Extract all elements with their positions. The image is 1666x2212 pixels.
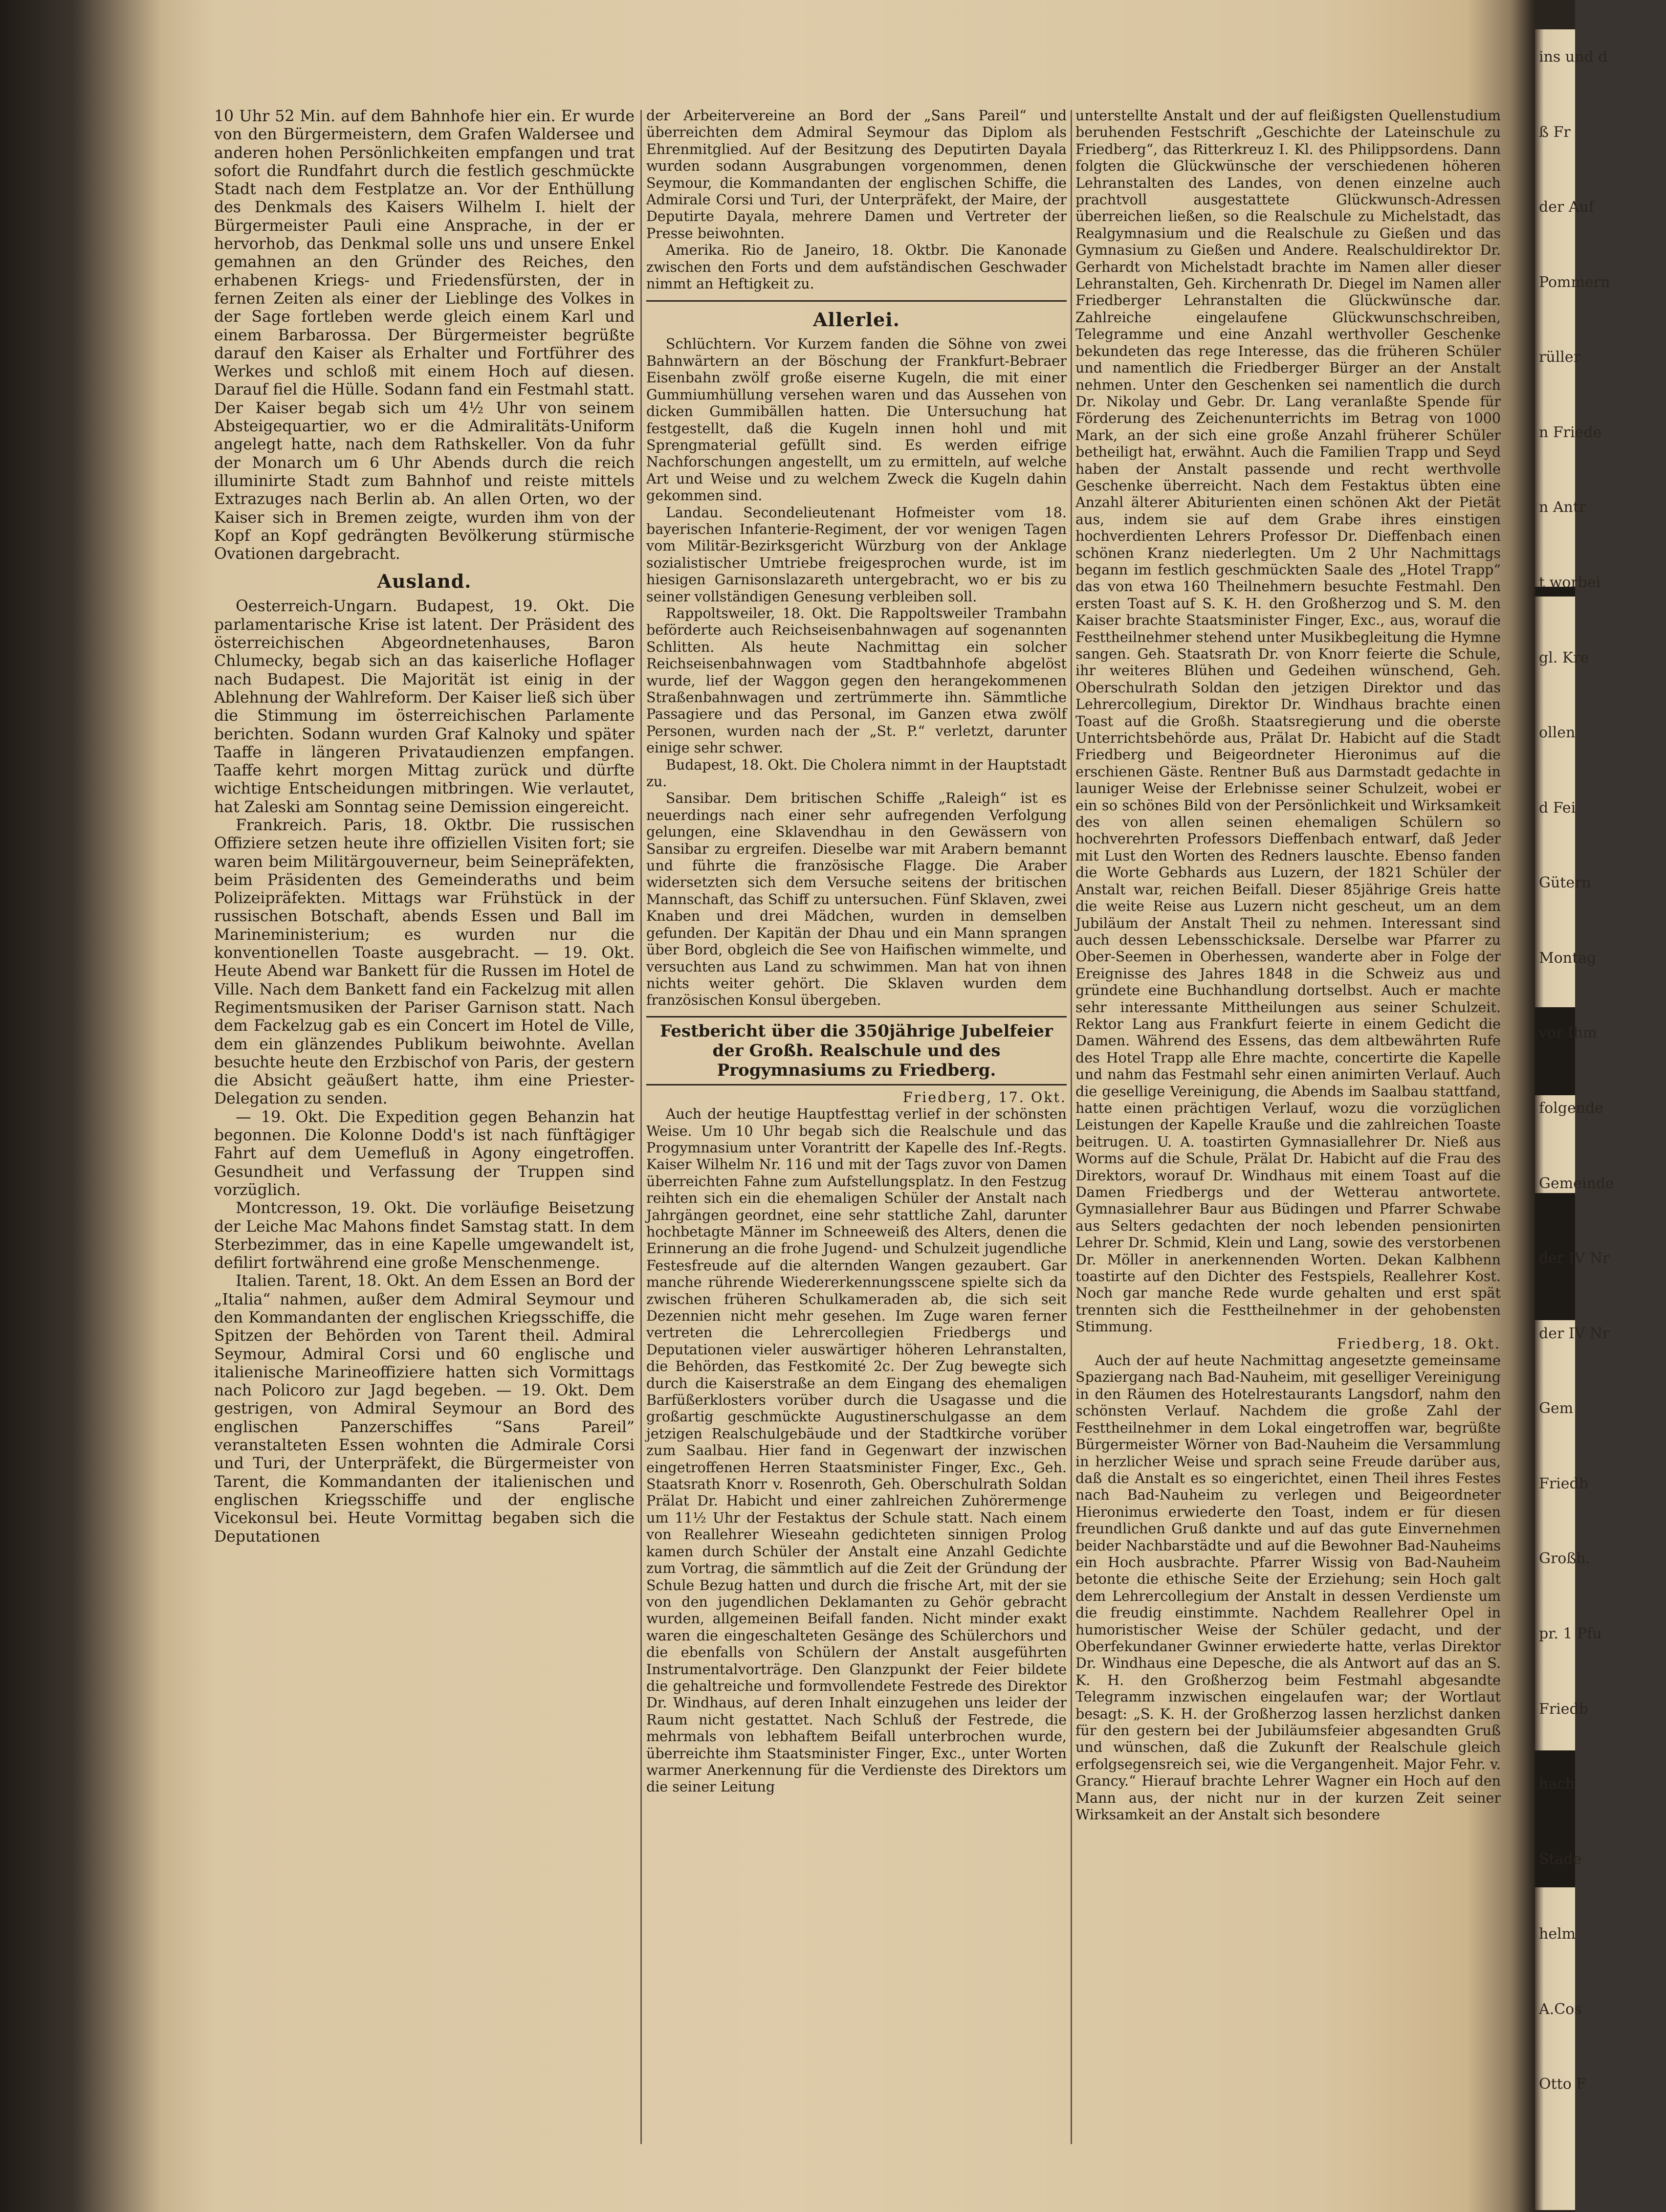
column-2 [646,108,1067,2171]
adjacent-page-fragment: Friedb [1539,1700,1588,1718]
article-schluechtern: Schlüchtern. Vor Kurzem fanden die Söhne von zwei Bahnwärtern an der Böschung der Frankfurt-Bebraer Eisenbahn zwölf große eiserne Kugeln, die mit einer Gummiumhüllung versehen waren und das Aussehen von dicken Gummibällen hatten. Die Untersuchung hat festgestellt, daß die Kugeln innen hohl und mit Sprengmaterial gefüllt sind. Es werden eifrige Nachforschungen angestellt, um zu ermitteln, auf welche Art und Weise und zu welchem Zweck die Kugeln dahin gekommen sind. [646,336,1067,504]
adjacent-page-fragment: Gütern [1539,874,1591,892]
adjacent-page-fragment: folgende [1539,1100,1603,1117]
column-1 [214,108,635,2171]
column-rule [640,110,642,2144]
adjacent-page-fragment: t worbei [1539,574,1601,591]
adjacent-page-fragment: ins und d [1539,48,1608,66]
section-heading-ausland: Ausland. [377,570,472,593]
adjacent-page-fragment: pr. 1 Pfu [1539,1625,1602,1642]
adjacent-page-fragment: der IV Nr [1539,1325,1610,1342]
adjacent-page-fragment: A.Cos [1539,2000,1582,2018]
article-landau: Landau. Secondelieutenant Hofmeister vom 18. bayerischen Infanterie-Regiment, der vor wenigen Tagen vom Militär-Bezirksgericht Würzburg von der Anklage sozialistischer Umtriebe freigesprochen wurde, ist im hiesigen Garnisonslazareth untergebracht, wo er bis zu seiner vollständigen Genesung verbleiben soll. [646,504,1067,605]
adjacent-page-edge [1535,29,1614,2210]
dateline: Friedberg, 17. Okt. [902,1089,1067,1106]
adjacent-page-fragment: hach [1539,1775,1575,1793]
article-frankreich: Frankreich. Paris, 18. Oktbr. Die russischen Offiziere setzen heute ihre offiziellen Visiten fort; sie waren beim Militärgouverneur, beim Seinepräfekten, beim Präsidenten des Gemeinderaths und beim Polizeipräfekten. Mittags war Frühstück in der russischen Botschaft, abends Essen und Ball im Marineministerium; es wurden nur die konventionellen Toaste ausgebracht. — 19. Okt. Heute Abend war Bankett für die Russen im Hotel de Ville. Nach dem Bankett fand ein Fackelzug mit allen Regimentsmusiken der Pariser Garnison statt. Nach dem Fackelzug gab es ein Concert im Hotel de Ville, dem ein glänzendes Publikum beiwohnte. Avellan besuchte heute den Erzbischof von Paris, der gestern die Absicht geäußert hatte, ihm eine Priester-Delegation zu senden. [214,816,635,1108]
section-heading-allerlei: Allerlei. [813,309,900,331]
section-rule [646,300,1067,302]
festbericht-heading: Festbericht über die 350jährige Jubelfeier der Großh. Realschule und des Progymnasiums zu Friedberg. [646,1016,1067,1085]
article-festbericht-cont: unterstellte Anstalt und der auf fleißigsten Quellenstudium beruhenden Festschrift „Geschichte der Lateinschule zu Friedberg“, das Ritterkreuz I. Kl. des Philippsordens. Dann folgten die Glückwünsche der verschiedenen höheren Lehranstalten des Landes, von denen einzelne auch prachtvoll ausgestattete Glückwunsch-Adressen überreichen ließen, so die Realschule zu Michelstadt, das Realgymnasium und die Realschule zu Gießen und das Gymnasium zu Gießen und Andere. Realschuldirektor Dr. Gerhardt von Michelstadt brachte im Namen aller dieser Lehranstalten, Geh. Kirchenrath Dr. Diegel im Namen aller Friedberger Lehranstalten die Glückwünsche dar. Zahlreiche eingelaufene Glückwunschschreiben, Telegramme und eine Anzahl werthvoller Geschenke bekundeten das rege Interesse, das die früheren Schüler und namentlich die Friedberger Bürger an der Anstalt nehmen. Unter den Geschenken sei namentlich die durch Dr. Nikolay und Gebr. Dr. Lang veranlaßte Spende für Förderung des Zeichenunterrichts im Betrag von 1000 Mark, an der sich eine große Anzahl früherer Schüler betheiligt hat, erwähnt. Auch die Familien Trapp und Seyd haben der Anstalt passende und recht werthvolle Geschenke überreicht. Nach dem Festaktus übten eine Anzahl älterer Abiturienten einen schönen Akt der Pietät aus, indem sie auf dem Grabe ihres einstigen hochverdienten Lehrers Professor Dr. Dieffenbach einen schönen Kranz niederlegten. Um 2 Uhr Nachmittags begann im festlich geschmückten Saale des „Hotel Trapp“ das von etwa 160 Theilnehmern besuchte Festmahl. Den ersten Toast auf S. K. H. den Großherzog und S. M. den Kaiser brachte Staatsminister Finger, Exc., aus, worauf die Festtheilnehmer stehend unter Musikbegleitung die Hymne sangen. Geh. Staatsrath Dr. von Knorr feierte die Schule, ihr weiteres Blühen und Gedeihen wünschend, Geh. Oberschulrath Soldan den jetzigen Direktor und das Lehrercollegium, Direktor Dr. Windhaus brachte einen Toast auf die Großh. Staatsregierung und die oberste Unterrichtsbehörde aus, Prälat Dr. Habicht auf die Stadt Friedberg und Beigeordneter Hieronimus auf die erschienen Gäste. Rentner Buß aus Darmstadt gedachte in launiger Weise der Erlebnisse seiner Schulzeit, wobei er ein so schönes Bild von der Persönlichkeit und Wirksamkeit des von allen seinen ehemaligen Schülern so hochverehrten Professors Dieffenbach entwarf, daß Jeder mit Lust den Worten des Redners lauschte. Ebenso fanden die Worte Gebhards aus Luzern, der 1821 Schüler der Anstalt war, reichen Beifall. Dieser 85jährige Greis hatte die weite Reise aus Luzern nicht gescheut, um an dem Jubiläum der Anstalt Theil zu nehmen. Interessant sind auch dessen Lebensschicksale. Derselbe war Pfarrer zu Ober-Seemen in Oberhessen, wanderte aber in Folge der Ereignisse des Jahres 1848 in die Schweiz aus und gründete eine Buchhandlung dortselbst. Auch er machte sehr interessante Mittheilungen aus seiner Schulzeit. Rektor Lang aus Frankfurt feierte in einem Gedicht die Damen. Während des Essens, das dem altbewährten Rufe des Hotel Trapp alle Ehre machte, concertirte die Kapelle und nahm das Festmahl sehr einen animirten Verlauf. Auch die gesellige Vereinigung, die Abends im Saalbau stattfand, hatte einen prächtigen Verlauf, wozu die vorzüglichen Leistungen der Kapelle Krauße und die zahlreichen Toaste beitrugen. U. A. toastirten Gymnasiallehrer Dr. Nieß aus Worms auf die Schule, Prälat Dr. Habicht auf die Frau des Direktors, worauf Dr. Windhaus mit einem Toast auf die Damen Friedbergs und der Wetterau antwortete. Gymnasiallehrer Baur aus Büdingen und Pfarrer Schwabe aus Selters gedachten der noch lebenden pensionirten Lehrer Dr. Schmid, Klein und Lang, sowie des verstorbenen Dr. Möller in anerkennenden Worten. Dekan Kalbhenn toastirte auf den Dichter des Festspiels, Reallehrer Kost. Noch gar manche Rede wurde gehalten und erst spät trennten sich die Festtheilnehmer in der gehobensten Stimmung. [1075,108,1501,1335]
article-bremen-end: 10 Uhr 52 Min. auf dem Bahnhofe hier ein. Er wurde von den Bürgermeistern, dem Grafen Waldersee und anderen hohen Persönlichkeiten empfangen und trat sofort die Rundfahrt durch die festlich geschmückte Stadt nach dem Festplatze an. Vor der Enthüllung des Denkmals des Kaisers Wilhelm I. hielt der Bürgermeister Pauli eine Ansprache, in der er hervorhob, das Denkmal solle uns und unsere Enkel gemahnen an den Gründer des Reiches, den erhabenen Kriegs- und Friedensfürsten, der in fernen Zeiten als einer der Lieblinge des Volkes in der Sage fortleben werde gleich einem Karl und einem Barbarossa. Der Bürgermeister begrüßte darauf den Kaiser als Erhalter und Fortführer des Werkes und schloß mit einem Hoch auf diesen. Darauf fiel die Hülle. Sodann fand ein Festmahl statt. Der Kaiser begab sich um 4½ Uhr von seinem Absteigequartier, wo er die Admiralitäts-Uniform angelegt hatte, nach dem Rathskeller. Von da fuhr der Monarch um 6 Uhr Abends durch die reich illuminirte Stadt zum Bahnhof und reiste mittels Extrazuges nach Berlin ab. An allen Orten, wo der Kaiser sich in Bremen zeigte, wurden ihm von der Kopf an Kopf gedrängten Bevölkerung stürmische Ovationen dargebracht. [214,108,635,563]
article-rappoltsweiler: Rappoltsweiler, 18. Okt. Die Rappoltsweiler Trambahn beförderte auch Reichseisenbahnwagen auf sogenannten Schlitten. Als heute Nachmittag ein solcher Reichseisenbahnwagen vom Stadtbahnhofe abgelöst wurde, lief der Waggon gegen den herangekommenen Straßenbahnwagen und zertrümmerte ihn. Sämmtliche Passagiere und das Personal, im Ganzen etwa zwölf Personen, wurden nach der „St. P.“ verletzt, darunter einige sehr schwer. [646,605,1067,756]
adjacent-page-fragment: n Friede [1539,423,1602,441]
adjacent-page-fragment: vor Ihm [1539,1024,1597,1042]
article-festbericht-day2: Auch der auf heute Nachmittag angesetzte gemeinsame Spaziergang nach Bad-Nauheim, mit geselliger Vereinigung in den Räumen des Hotelrestaurants Langsdorf, nahm den schönsten Verlauf. Nachdem die große Zahl der Festtheilnehmer in dem Lokal eingetroffen war, begrüßte Bürgermeister Wörner von Bad-Nauheim die Versammlung in herzlicher Weise und sprach seine Freude darüber aus, daß die Anstalt es so eingerichtet, einen Theil ihres Festes nach Bad-Nauheim zu verlegen und Beigeordneter Hieronimus erwiederte den Toast, indem er für diesen freundlichen Gruß dankte und auf das gute Einvernehmen beider Nachbarstädte und auf die Bewohner Bad-Nauheims ein Hoch ausbrachte. Pfarrer Wissig von Bad-Nauheim betonte die ethische Seite der Erziehung; sein Hoch galt dem Lehrercollegium der Anstalt in dessen Verdienste um die freudig einstimmte. Nachdem Reallehrer Opel in humoristischer Weise der Schüler gedacht, und der Oberfekundaner Gwinner erwiederte hatte, verlas Direktor Dr. Windhaus eine Depesche, die als Antwort auf das an S. K. H. den Großherzog beim Festmahl abgesandte Telegramm inzwischen eingelaufen war; der Wortlaut besagt: „S. K. H. der Großherzog lassen herzlichst danken für den gestern bei der Jubiläumsfeier abgesandten Gruß und wünschen, daß die Zukunft der Realschule gleich erfolgsegensreich sei, wie die Vergangenheit. Major Fehr. v. Grancy.“ Hierauf brachte Lehrer Wagner ein Hoch auf den Mann aus, der nicht nur in der kurzen Zeit seiner Wirksamkeit an der Anstalt sich besondere [1075,1352,1501,1823]
adjacent-page-fragment: gl. Kre [1539,649,1589,666]
adjacent-page-fragment: ollen [1539,724,1576,742]
article-sansibar: Sansibar. Dem britischen Schiffe „Raleigh“ ist es neuerdings nach einer sehr aufregenden Verfolgung gelungen, eine Sklavendhau in den Gewässern von Sansibar zu ergreifen. Dieselbe war mit Arabern bemannt und führte die französische Flagge. Die Araber widersetzten sich dem Versuche seitens der britischen Mannschaft, das Schiff zu untersuchen. Fünf Sklaven, zwei Knaben und drei Mädchen, wurden in demselben gefunden. Der Kapitän der Dhau und ein Mann sprangen über Bord, obgleich die See von Haifischen wimmelte, und versuchten aus Land zu schwimmen. Man hat von ihnen nichts weiter gehört. Die Sklaven wurden dem französischen Konsul übergeben. [646,790,1067,1009]
adjacent-page-fragment: d Fei [1539,799,1576,817]
article-amerika: Amerika. Rio de Janeiro, 18. Oktbr. Die Kanonade zwischen den Forts und dem aufständischen Geschwader nimmt an Heftigkeit zu. [646,242,1067,292]
article-budapest: Budapest, 18. Okt. Die Cholera nimmt in der Hauptstadt zu. [646,756,1067,790]
dateline: Friedberg, 18. Okt. [1337,1335,1501,1352]
adjacent-page-fragment: helm [1539,1925,1576,1943]
adjacent-page-fragment: Otto F [1539,2076,1587,2093]
adjacent-page-fragment: Montag [1539,949,1597,967]
adjacent-page-fragment: der Auf [1539,199,1594,216]
adjacent-page-fragment: ß Fr [1539,123,1571,141]
adjacent-page-fragment: Gemeinde [1539,1174,1614,1192]
article-montcresson: Montcresson, 19. Okt. Die vorläufige Beisetzung der Leiche Mac Mahons findet Samstag statt. In dem Sterbezimmer, das in eine Kapelle umgewandelt ist, defilirt fortwährend eine große Menschenmenge. [214,1199,635,1272]
article-italien-cont: der Arbeitervereine an Bord der „Sans Pareil“ und überreichten dem Admiral Seymour das Diplom als Ehrenmitglied. Auf der Besitzung des Deputirten Dayala wurden sodann Ausgrabungen vorgenommen, denen Seymour, die Kommandanten der englischen Schiffe, die Admirale Corsi und Turi, der Unterpräfekt, der Maire, der Deputirte Dayala, mehrere Damen und Vertreter der Presse beiwohnten. [646,108,1067,242]
article-dahomey: — 19. Okt. Die Expedition gegen Behanzin hat begonnen. Die Kolonne Dodd's ist nach fünftägiger Fahrt auf dem Uemefluß in Agony eingetroffen. Gesundheit und Verfassung der Truppen sind vorzüglich. [214,1108,635,1199]
adjacent-page-fragment: Friedb [1539,1475,1588,1492]
adjacent-page-fragment: Pommern [1539,273,1610,291]
column-rule [1071,110,1072,2144]
column-3 [1075,108,1501,2171]
adjacent-page-fragment: Großh. [1539,1550,1591,1568]
article-oesterreich: Oesterreich-Ungarn. Budapest, 19. Okt. Die parlamentarische Krise ist latent. Der Präsident des österreichischen Abgeordnetenhauses, Baron Chlumecky, begab sich an das kaiserliche Hoflager nach Budapest. Die Majorität ist einig in der Ablehnung der Wahlreform. Der Kaiser ließ sich über die Stimmung im österreichischen Parlamente berichten. Sodann wurden Graf Kalnoky und später Taaffe in längeren Privataudienzen empfangen. Taaffe kehrt morgen Mittag zurück und dürfte wichtige Entscheidungen mitbringen. Wie verlautet, hat Zaleski am Sonntag seine Demission eingereicht. [214,597,635,816]
article-festbericht: Auch der heutige Hauptfesttag verlief in der schönsten Weise. Um 10 Uhr begab sich die Realschule und das Progymnasium unter Vorantritt der Kapelle des Inf.-Regts. Kaiser Wilhelm Nr. 116 und mit der Tags zuvor von Damen überreichten Fahne zum Aufstellungsplatz. In den Festzug reihten sich ein die ehemaligen Schüler der Anstalt nach Jahrgängen geordnet, eine sehr stattliche Zahl, darunter hochbetagte Männer im Schneeweiß des Alters, denen die Erinnerung an die frohe Jugend- und Schulzeit jugendliche Festesfreude auf die alternden Wangen gezaubert. Gar manche rührende Wiedererkennungsscene spielte sich da zwischen früheren Schulkameraden ab, die sich seit Dezennien nicht mehr gesehen. Im Zuge waren ferner vertreten die Lehrercollegien Friedbergs und Deputationen vieler auswärtiger höheren Lehranstalten, die Behörden, das Festkomité 2c. Der Zug bewegte sich durch die Kaiserstraße an dem Eingang des ehemaligen Barfüßerklosters vorüber durch die Usagasse und die großartig geschmückte Augustinerschulgasse an dem jetzigen Realschulgebäude und der Stadtkirche vorüber zum Saalbau. Hier fand in Gegenwart der inzwischen eingetroffenen Herren Staatsminister Finger, Exc., Geh. Staatsrath Knorr v. Rosenroth, Geh. Oberschulrath Soldan Prälat Dr. Habicht und einer zahlreichen Zuhörermenge um 11½ Uhr der Festaktus der Schule statt. Nach einem von Reallehrer Wieseahn gedichteten sinnigen Prolog kamen durch Schüler der Anstalt eine Anzahl Gedichte zum Vortrag, die sämmtlich auf die Zeit der Gründung der Schule Bezug hatten und durch die frische Art, mit der sie von den jugendlichen Deklamanten zu Gehör gebracht wurden, allgemeinen Beifall fanden. Nicht minder exakt waren die eingeschalteten Gesänge des Schülerchors und die ebenfalls von Schülern der Anstalt ausgeführten Instrumentalvorträge. Den Glanzpunkt der Feier bildete die gehaltreiche und formvollendete Festrede des Direktor Dr. Windhaus, auf deren Inhalt einzugehen uns leider der Raum nicht gestattet. Nach Schluß der Festrede, die mehrmals von lebhaftem Beifall unterbrochen wurde, überreichte ihm Staatsminister Finger, Exc., unter Worten warmer Anerkennung für die Verdienste des Direktors um die seiner Leitung [646,1106,1067,1795]
adjacent-page-fragment: n Antr [1539,499,1586,516]
ad-block [1535,1007,1575,1095]
adjacent-page-fragment: der IV Nr [1539,1250,1610,1267]
adjacent-page-fragment: Stade [1539,1850,1582,1868]
article-italien: Italien. Tarent, 18. Okt. An dem Essen an Bord der „Italia“ nahmen, außer dem Admiral Seymour und den Kommandanten der englischen Kriegsschiffe, die Spitzen der Behörden von Tarent theil. Admiral Seymour, Admiral Corsi und 60 englische und italienische Marineoffiziere hatten sich Vormittags nach Policoro zur Jagd begeben. — 19. Okt. Dem gestrigen, von Admiral Seymour an Bord des englischen Panzerschiffes “Sans Pareil” veranstalteten Essen wohnten die Admirale Corsi und Turi, der Unterpräfekt, die Bürgermeister von Tarent, die Kommandanten der italienischen und englischen Kriegsschiffe und der englische Vicekonsul bei. Heute Vormittag begaben sich die Deputationen [214,1272,635,1546]
adjacent-page-fragment: rüller [1539,349,1580,366]
adjacent-page-fragment: Gem [1539,1400,1574,1417]
